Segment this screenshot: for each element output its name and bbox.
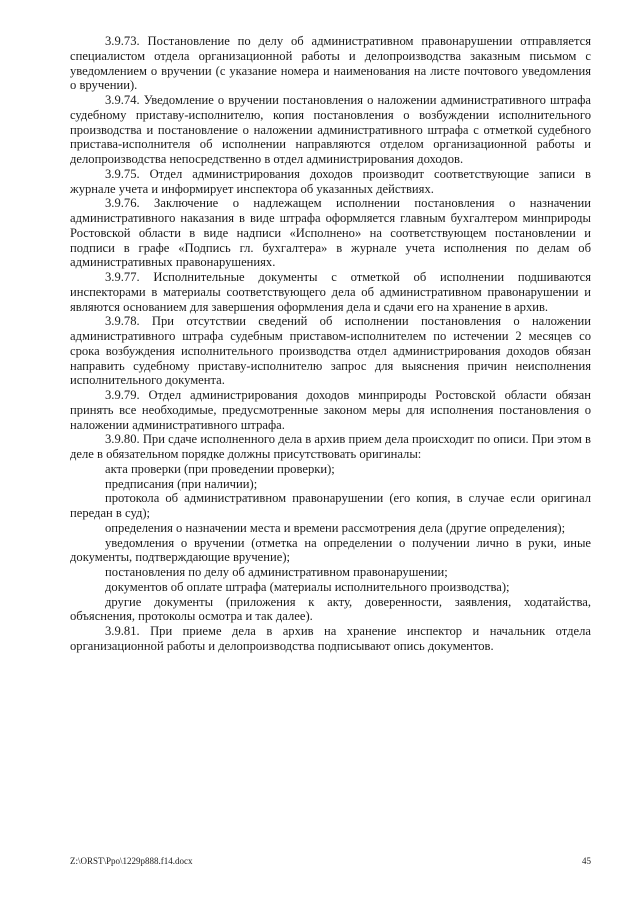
list-item: уведомления о вручении (отметка на определении о получении лично в руки, иные документы, подтверждающие вручение); (70, 535, 591, 565)
list-item: другие документы (приложения к акту, доверенности, заявления, ходатайства, объяснения, протоколы осмотра и так далее). (70, 594, 591, 624)
paragraph-3-9-77: 3.9.77. Исполнительные документы с отметкой об исполнении подшиваются инспекторами в материалы соответствующего дела об административном правонарушении и являются основанием для завершения оформления дела и сдачи его на хранение в архив. (70, 270, 591, 314)
page-number: 45 (582, 856, 591, 866)
list-item: определения о назначении места и времени рассмотрения дела (другие определения); (105, 520, 566, 535)
list-item: постановления по делу об административном правонарушении; (105, 565, 448, 579)
paragraph-3-9-74: 3.9.74. Уведомление о вручении постановления о наложении административного штрафа судебному приставу-исполнителю, копия постановления о возбуждении исполнительного производства и постановление о наложении административного штрафа с отметкой судебного пристава-исполнителя об исполнении направляются отделом организационной работы и делопроизводства непосредственно в отдел администрирования доходов. (70, 93, 591, 166)
paragraph-3-9-81: 3.9.81. При приеме дела в архив на хранение инспектор и начальник отдела организационной работы и делопроизводства подписывают опись документов. (70, 624, 591, 653)
list-item: документов об оплате штрафа (материалы исполнительного производства); (105, 579, 510, 594)
paragraph-3-9-75: 3.9.75. Отдел администрирования доходов производит соответствующие записи в журнале учета и информирует инспектора об указанных действиях. (70, 166, 591, 196)
list-item: предписания (при наличии); (105, 476, 258, 491)
paragraph-3-9-78: 3.9.78. При отсутствии сведений об исполнении постановления о наложении административного штрафа судебным приставом-исполнителем по истечении 2 месяцев со срока возбуждения исполнительного производства отдел администрирования доходов обязан направить судебному приставу-исполнителю запрос для выяснения причин неисполнения исполнительного документа. (70, 314, 591, 388)
paragraph-3-9-80: 3.9.80. При сдаче исполненного дела в архив прием дела происходит по описи. При этом в деле в обязательном порядке должны присутствовать оригиналы: (70, 432, 591, 461)
document-body (70, 34, 591, 654)
list-item: протокола об административном правонарушении (его копия, в случае если оригинал передан в суд); (70, 491, 591, 520)
paragraph-3-9-73: 3.9.73. Постановление по делу об административном правонарушении отправляется специалистом отдела организационной работы и делопроизводства заказным письмом с уведомлением о вручении (с указание номера и наименования на листе почтового уведомления о вручении). (70, 34, 591, 93)
list-item: акта проверки (при проведении проверки); (105, 461, 335, 476)
page-footer (70, 856, 591, 866)
footer-file-path: Z:\ORST\Ppo\1229p888.f14.docx (70, 856, 193, 866)
paragraph-3-9-79: 3.9.79. Отдел администрирования доходов минприроды Ростовской области обязан принять все необходимые, предусмотренные законом меры для исполнения постановления о наложении административного штрафа. (70, 388, 591, 432)
paragraph-3-9-76: 3.9.76. Заключение о надлежащем исполнении постановления о назначении административного наказания в виде штрафа оформляется главным бухгалтером минприроды Ростовской области в виде надписи «Исполнено» на соответствующем постановлении и подписи в графе «Подпись гл. бухгалтера» в журнале учета исполнения по делам об административных правонарушениях. (70, 196, 591, 270)
